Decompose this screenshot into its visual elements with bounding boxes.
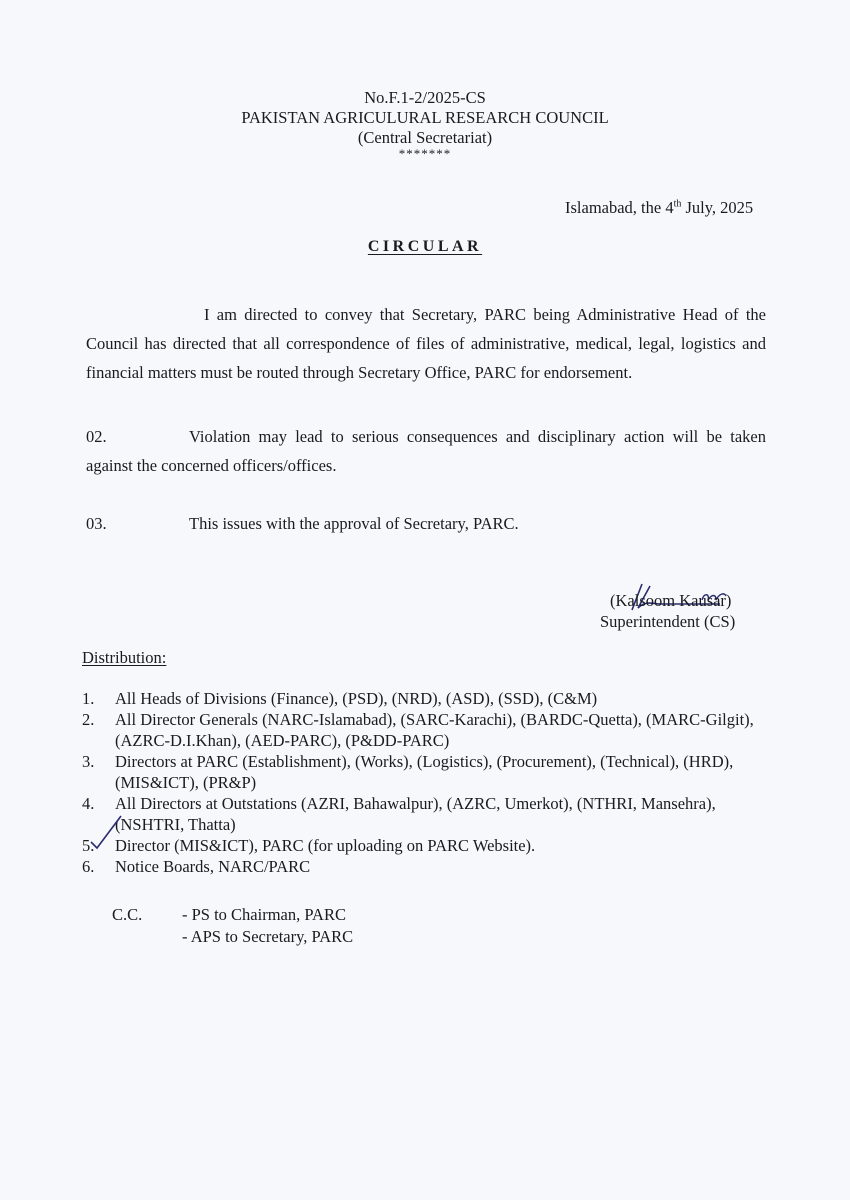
list-item — [82, 856, 772, 877]
issue-date — [565, 198, 753, 218]
paragraph-1: I am directed to convey that Secretary, PARC being Administrative Head of the Council has directed that all correspondence of files of administrative, medical, legal, logistics and financial matters must be routed through Secretary Office, PARC for endorsement. — [86, 305, 766, 382]
paragraph-number: 02. — [86, 427, 107, 446]
list-item — [82, 688, 772, 709]
letter-header — [0, 88, 850, 160]
organization-name: PAKISTAN AGRICULURAL RESEARCH COUNCIL — [241, 108, 609, 127]
list-item — [82, 793, 772, 835]
item-number: 5. — [82, 836, 95, 855]
title-text: CIRCULAR — [367, 238, 483, 255]
distribution-label: Distribution: — [82, 648, 167, 667]
item-text: All Directors at Outstations (AZRI, Bahawalpur), (AZRC, Umerkot), (NTHRI, Mansehra), (NSHTRI, Thatta) — [115, 794, 716, 834]
item-number: 1. — [82, 689, 95, 708]
cc-item: - PS to Chairman, PARC — [182, 905, 346, 924]
signature-block — [600, 590, 735, 632]
item-number: 3. — [82, 752, 95, 771]
item-text: Director (MIS&ICT), PARC (for uploading on PARC Website). — [115, 836, 536, 855]
department-name: (Central Secretariat) — [357, 128, 493, 147]
paragraph-text: Violation may lead to serious consequences and disciplinary action will be taken against the concerned officers/offices. — [86, 427, 766, 475]
item-text: All Heads of Divisions (Finance), (PSD), (NRD), (ASD), (SSD), (C&M) — [115, 689, 598, 708]
paragraph-2 — [86, 422, 766, 480]
cc-block — [112, 904, 353, 948]
item-number: 6. — [82, 857, 95, 876]
cc-label: C.C. — [112, 905, 143, 924]
list-item — [82, 751, 772, 793]
date-rest: July, 2025 — [681, 198, 754, 217]
item-number: 4. — [82, 794, 95, 813]
signatory-designation: Superintendent (CS) — [600, 612, 736, 631]
item-text: All Director Generals (NARC-Islamabad), (SARC-Karachi), (BARDC-Quetta), (MARC-Gilgit), (AZRC-D.I.Khan), (AED-PARC), (P&DD-PARC) — [115, 710, 754, 750]
date-ordinal: th — [673, 198, 682, 210]
paragraph-3 — [86, 509, 766, 538]
reference-number: No.F.1-2/2025-CS — [364, 88, 486, 107]
paragraph-text: This issues with the approval of Secretary, PARC. — [189, 514, 519, 533]
item-text: Notice Boards, NARC/PARC — [115, 857, 311, 876]
distribution-list — [82, 688, 772, 877]
item-text: Directors at PARC (Establishment), (Works), (Logistics), (Procurement), (Technical), (HRD), (MIS&ICT), (PR&P) — [115, 752, 734, 792]
circular-title — [0, 238, 850, 256]
checkmark-icon — [89, 812, 123, 850]
list-item — [82, 709, 772, 751]
cc-list — [182, 904, 353, 948]
signatory-name: (Kalsoom Kausar) — [610, 591, 732, 610]
item-number: 2. — [82, 710, 95, 729]
date-prefix: Islamabad, the 4 — [565, 198, 674, 217]
cc-item: - APS to Secretary, PARC — [182, 927, 354, 946]
header-separator: ******* — [398, 146, 452, 161]
list-item — [82, 835, 772, 856]
paragraph-number: 03. — [86, 514, 107, 533]
